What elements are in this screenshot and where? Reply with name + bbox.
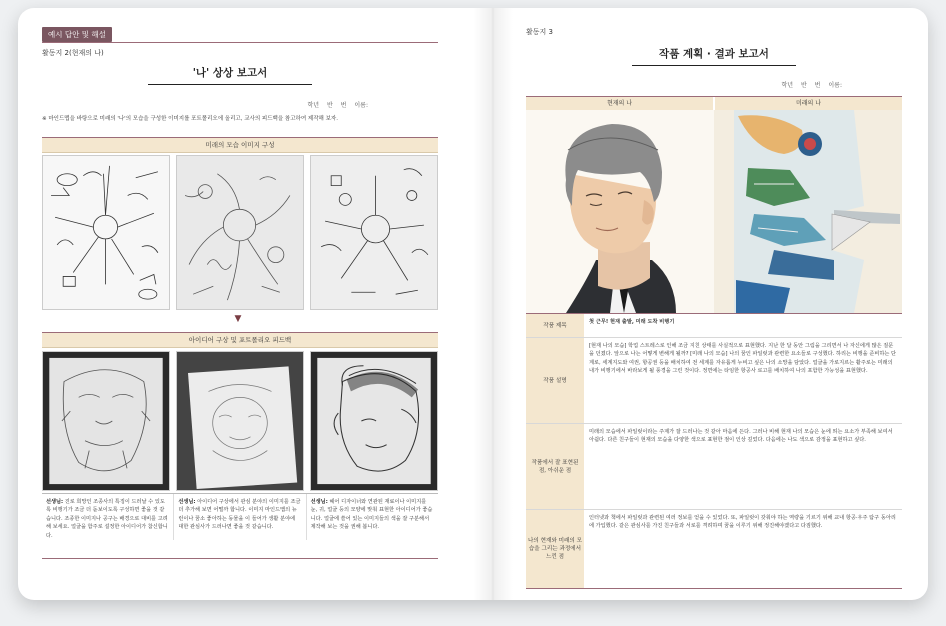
name-row: 학년 반 번 이름: [307, 102, 368, 109]
textbook-spread [18, 8, 928, 600]
down-arrow-icon: ▼ [234, 314, 242, 324]
future-self-portrait [714, 110, 902, 313]
header-rule [42, 42, 438, 43]
feedback-caption-3: 선생님: 헤어 디자이너와 연관된 재료이나 이미지를 눈, 귀, 얼굴 등의 모양에 맞춰 표현한 아이디어가 좋습니다. 얼굴에 쓸어 있는 이미지들의 색을 잘 구분해서 제작해 보는 것을 권해 봅니다. [310, 499, 433, 531]
table-row [526, 338, 902, 424]
row-content: 첫 근무! 현재 출발, 미래 도착 비행기 [589, 319, 675, 325]
artwork-images [526, 110, 902, 313]
portfolio-photo-3 [310, 351, 438, 491]
present-self-portrait [526, 110, 714, 313]
answer-tag: 예시 답안 및 해설 [42, 27, 112, 42]
row-label: 작품에서 잘 표현된 점, 아쉬운 점 [526, 424, 584, 509]
portfolio-photo-2 [176, 351, 304, 491]
artwork-header-row [526, 96, 902, 110]
mindmap-sketch-2 [176, 155, 304, 310]
table-row [526, 424, 902, 510]
section-bar-idea-feedback: 아이디어 구상 및 포트폴리오 피드백 [42, 332, 438, 348]
worksheet-label: 활동지 2(현재의 나) [42, 49, 104, 57]
page-title: '나' 상상 보고서 [148, 65, 312, 85]
portfolio-image-row [42, 351, 438, 491]
row-label: 작품 제목 [526, 314, 584, 337]
row-label: 작품 설명 [526, 338, 584, 423]
section-bar-image-composition: 미래의 모습 이미지 구성 [42, 137, 438, 153]
table-row [526, 314, 902, 338]
col-present-label: 현재의 나 [526, 97, 715, 110]
page-gutter [473, 8, 513, 600]
mindmap-sketch-1 [42, 155, 170, 310]
feedback-caption-2: 선생님: 아이디어 구상에서 관심 분야의 이미지를 조금 더 추가해 보면 어떨까 합니다. 이미지 마인드맵의 뉴런이나 꿈소 좋아하는 동물을 이 들어가 생활 분야에 대한 관심사가 드러나면 좋을 것 같습니다. [174, 494, 306, 540]
name-row: 학년 반 번 이름: [781, 82, 842, 89]
row-label: 나의 현재와 미래의 모습을 그리는 과정에서 느낀 점 [526, 510, 584, 588]
worksheet-label: 활동지 3 [526, 28, 553, 36]
col-future-label: 미래의 나 [715, 97, 902, 110]
row-content: [현재 나의 모습] 학업 스트레스로 인해 조금 지친 상태를 사실적으로 표현했다. 지난 한 달 동안 그림을 그리면서 나 자신에게 많은 질문을 던졌다. 앞으로 나는 어떻게 변해게 될까? [미래 나의 모습] 나의 꿈인 파일럿과 관련한 요소들로 구성했다. 하리는 비행을 준비하는 단계로, 세계지도와 여권, 항공권 등을 배치하여 전 세계를 자유롭게 누비고 싶은 나의 소망을 담았다. 얼굴을 가로지르는 활주로는 미래의 내가 비행기에서 바라보게 될 풍경을 그린 것이다. 정면에는 타임한 항공사 로고를 배치하여 나의 포함한 가능성을 표현했다. [589, 343, 897, 375]
page-title: 작품 계획 · 결과 보고서 [632, 46, 796, 66]
footer-rule [42, 558, 438, 559]
table-row [526, 510, 902, 588]
report-table [526, 313, 902, 588]
mindmap-image-row [42, 155, 438, 310]
portfolio-photo-1 [42, 351, 170, 491]
feedback-captions [42, 493, 438, 540]
instruction: ※ 마인드맵을 바탕으로 미래의 '나'의 모습을 구성한 이미지를 포트폴리오에 올리고, 교사의 피드백을 참고하여 제작해 보자. [42, 116, 338, 122]
row-content: 인터넷과 책에서 파일럿과 관련된 여러 정보를 얻을 수 있었다. 또, 파일럿이 갖춰야 하는 역량을 기르기 위해 교내 항공·우주 탐구 동아리에 가입했다. 같은 관심사를 가진 친구들과 서로를 격려하며 꿈을 이루기 위해 정진해야겠다고 다짐했다. [589, 515, 896, 530]
feedback-caption-1: 선생님: 진로 희망인 조종사의 특징이 드러날 수 있도록 비행기가 조금 더 돋보이도록 구성하면 좋을 것 같습니다. 조종한 이미지나 공구는 배경으로 대비를 고려해 보세요. 얼굴을 함주로 설정한 아이디어가 참신합니다. [42, 494, 174, 540]
mindmap-sketch-3 [310, 155, 438, 310]
footer-rule [526, 588, 902, 589]
row-content: 미래의 모습에서 파일럿이라는 주제가 잘 드러나는 것 같아 마음에 든다. 그러나 비해 현재 나의 모습은 눈에 띄는 요소가 부족해 보여서 아쉽다. 다른 친구들이 현재의 모습을 다양한 색으로 표현한 점이 인상 깊었다. 다음에는 나도 색으로 감정을 표현하고 싶다. [589, 429, 893, 444]
